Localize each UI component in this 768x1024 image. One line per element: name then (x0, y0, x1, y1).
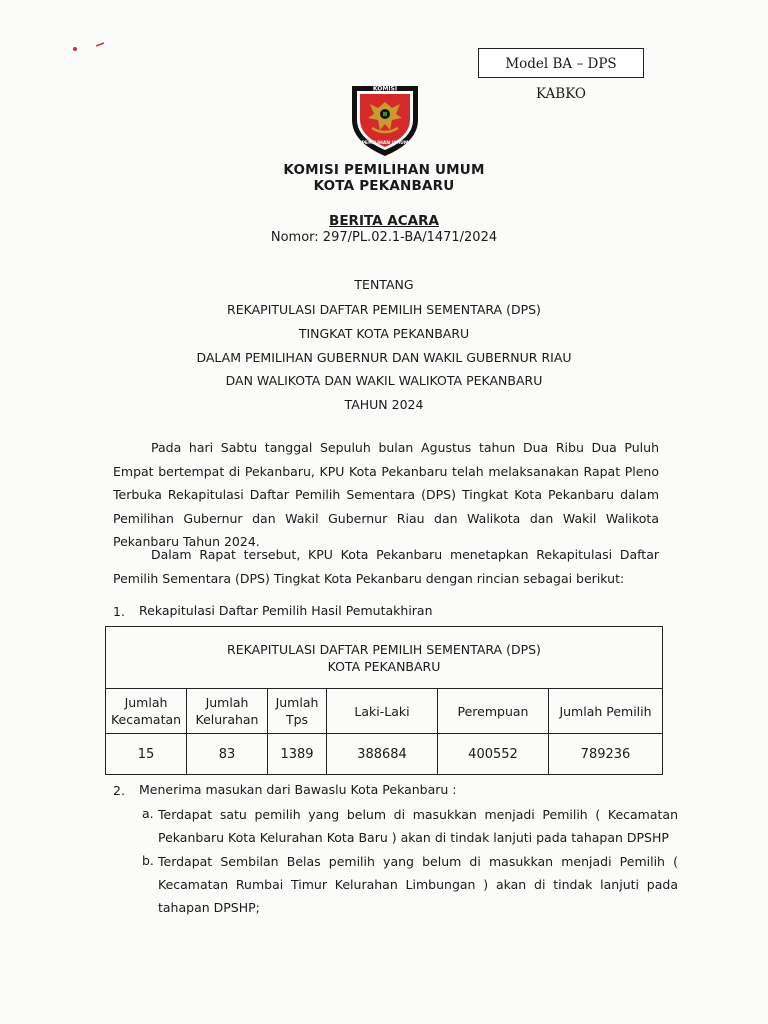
ink-mark (70, 40, 110, 54)
table-title-line: REKAPITULASI DAFTAR PEMILIH SEMENTARA (DPS) (227, 641, 541, 657)
column-header-line: Kelurahan (195, 712, 259, 727)
column-header-line: Jumlah (275, 695, 319, 710)
column-header-line: Jumlah Pemilih (559, 703, 652, 719)
document-number: Nomor: 297/PL.02.1-BA/1471/2024 (270, 230, 498, 245)
column-header (549, 689, 663, 734)
paragraph-opening (113, 436, 659, 554)
table-row (106, 734, 663, 775)
column-header-line: Tps (285, 712, 309, 727)
table-cell: 15 (106, 734, 187, 775)
sub-item-letter: a. (142, 806, 154, 821)
table-title (106, 627, 663, 689)
subject-line: TINGKAT KOTA PEKANBARU (298, 326, 470, 341)
paragraph-opening-text: Pada hari Sabtu tanggal Sepuluh bulan Agustus tahun Dua Ribu Dua Puluh Empat bertempat di Pekanbaru, KPU Kota Pekanbaru telah melaksanakan Rapat Pleno Terbuka Rekapitulasi Daftar Pemilih Sementara (DPS) Tingkat Kota Pekanbaru dalam Pemilihan Gubernur dan Wakil Gubernur Riau dan Walikota dan Wakil Walikota Pekanbaru Tahun 2024. (113, 440, 659, 549)
subject-line: REKAPITULASI DAFTAR PEMILIH SEMENTARA (DPS) (227, 302, 541, 317)
logo-text-bottom: PEMILIHAN UMUM (361, 141, 409, 146)
list-item-text: Menerima masukan dari Bawaslu Kota Pekanbaru : (139, 782, 457, 797)
rekap-table (105, 626, 663, 775)
paragraph-decision-text: Dalam Rapat tersebut, KPU Kota Pekanbaru menetapkan Rekapitulasi Daftar Pemilih Sementara (DPS) Tingkat Kota Pekanbaru dengan rincian sebagai berikut: (113, 547, 659, 586)
model-label: Model BA – DPS KABKO (478, 48, 644, 78)
subject-line: DAN WALIKOTA DAN WAKIL WALIKOTA PEKANBARU (225, 373, 543, 388)
table-header-row (106, 689, 663, 734)
sub-item-text: Terdapat Sembilan Belas pemilih yang belum di masukkan menjadi Pemilih ( Kecamatan Rumbai Timur Kelurahan Limbungan ) akan di tindak lanjuti pada tahapan DPSHP; (158, 854, 678, 915)
list-number: 2. (113, 783, 125, 798)
column-header (268, 689, 327, 734)
table-title-row (106, 627, 663, 689)
column-header-line: Perempuan (457, 703, 529, 719)
sub-item-letter: b. (142, 853, 154, 868)
column-header-line: Kecamatan (110, 712, 182, 727)
column-header (438, 689, 549, 734)
table-cell: 388684 (327, 734, 438, 775)
paragraph-decision (113, 543, 659, 590)
column-header-line: Jumlah (124, 695, 168, 710)
table-title-line: KOTA PEKANBARU (327, 658, 441, 674)
column-header-line: Laki-Laki (354, 703, 410, 719)
document-title-text: BERITA ACARA (329, 213, 439, 229)
column-header (327, 689, 438, 734)
sub-item-text: Terdapat satu pemilih yang belum di masukkan menjadi Pemilih ( Kecamatan Pekanbaru Kota Kelurahan Kota Baru ) akan di tindak lanjuti pada tahapan DPSHP (158, 807, 678, 845)
subject-line: TAHUN 2024 (344, 397, 424, 412)
subject-line: TENTANG (354, 277, 414, 292)
institution-city: KOTA PEKANBARU (313, 178, 455, 194)
logo-text-top: KOMISI (372, 85, 398, 93)
table-cell: 83 (187, 734, 268, 775)
column-header-line: Jumlah (205, 695, 249, 710)
kpu-logo (348, 78, 422, 158)
table-cell: 789236 (549, 734, 663, 775)
column-header (106, 689, 187, 734)
document-title (0, 213, 768, 229)
column-header (187, 689, 268, 734)
list-item-text: Rekapitulasi Daftar Pemilih Hasil Pemutakhiran (139, 603, 433, 618)
list-number: 1. (113, 604, 125, 619)
table-cell: 1389 (268, 734, 327, 775)
table-cell: 400552 (438, 734, 549, 775)
subject-line: DALAM PEMILIHAN GUBERNUR DAN WAKIL GUBERNUR RIAU (196, 350, 572, 365)
institution-name: KOMISI PEMILIHAN UMUM (283, 162, 485, 178)
